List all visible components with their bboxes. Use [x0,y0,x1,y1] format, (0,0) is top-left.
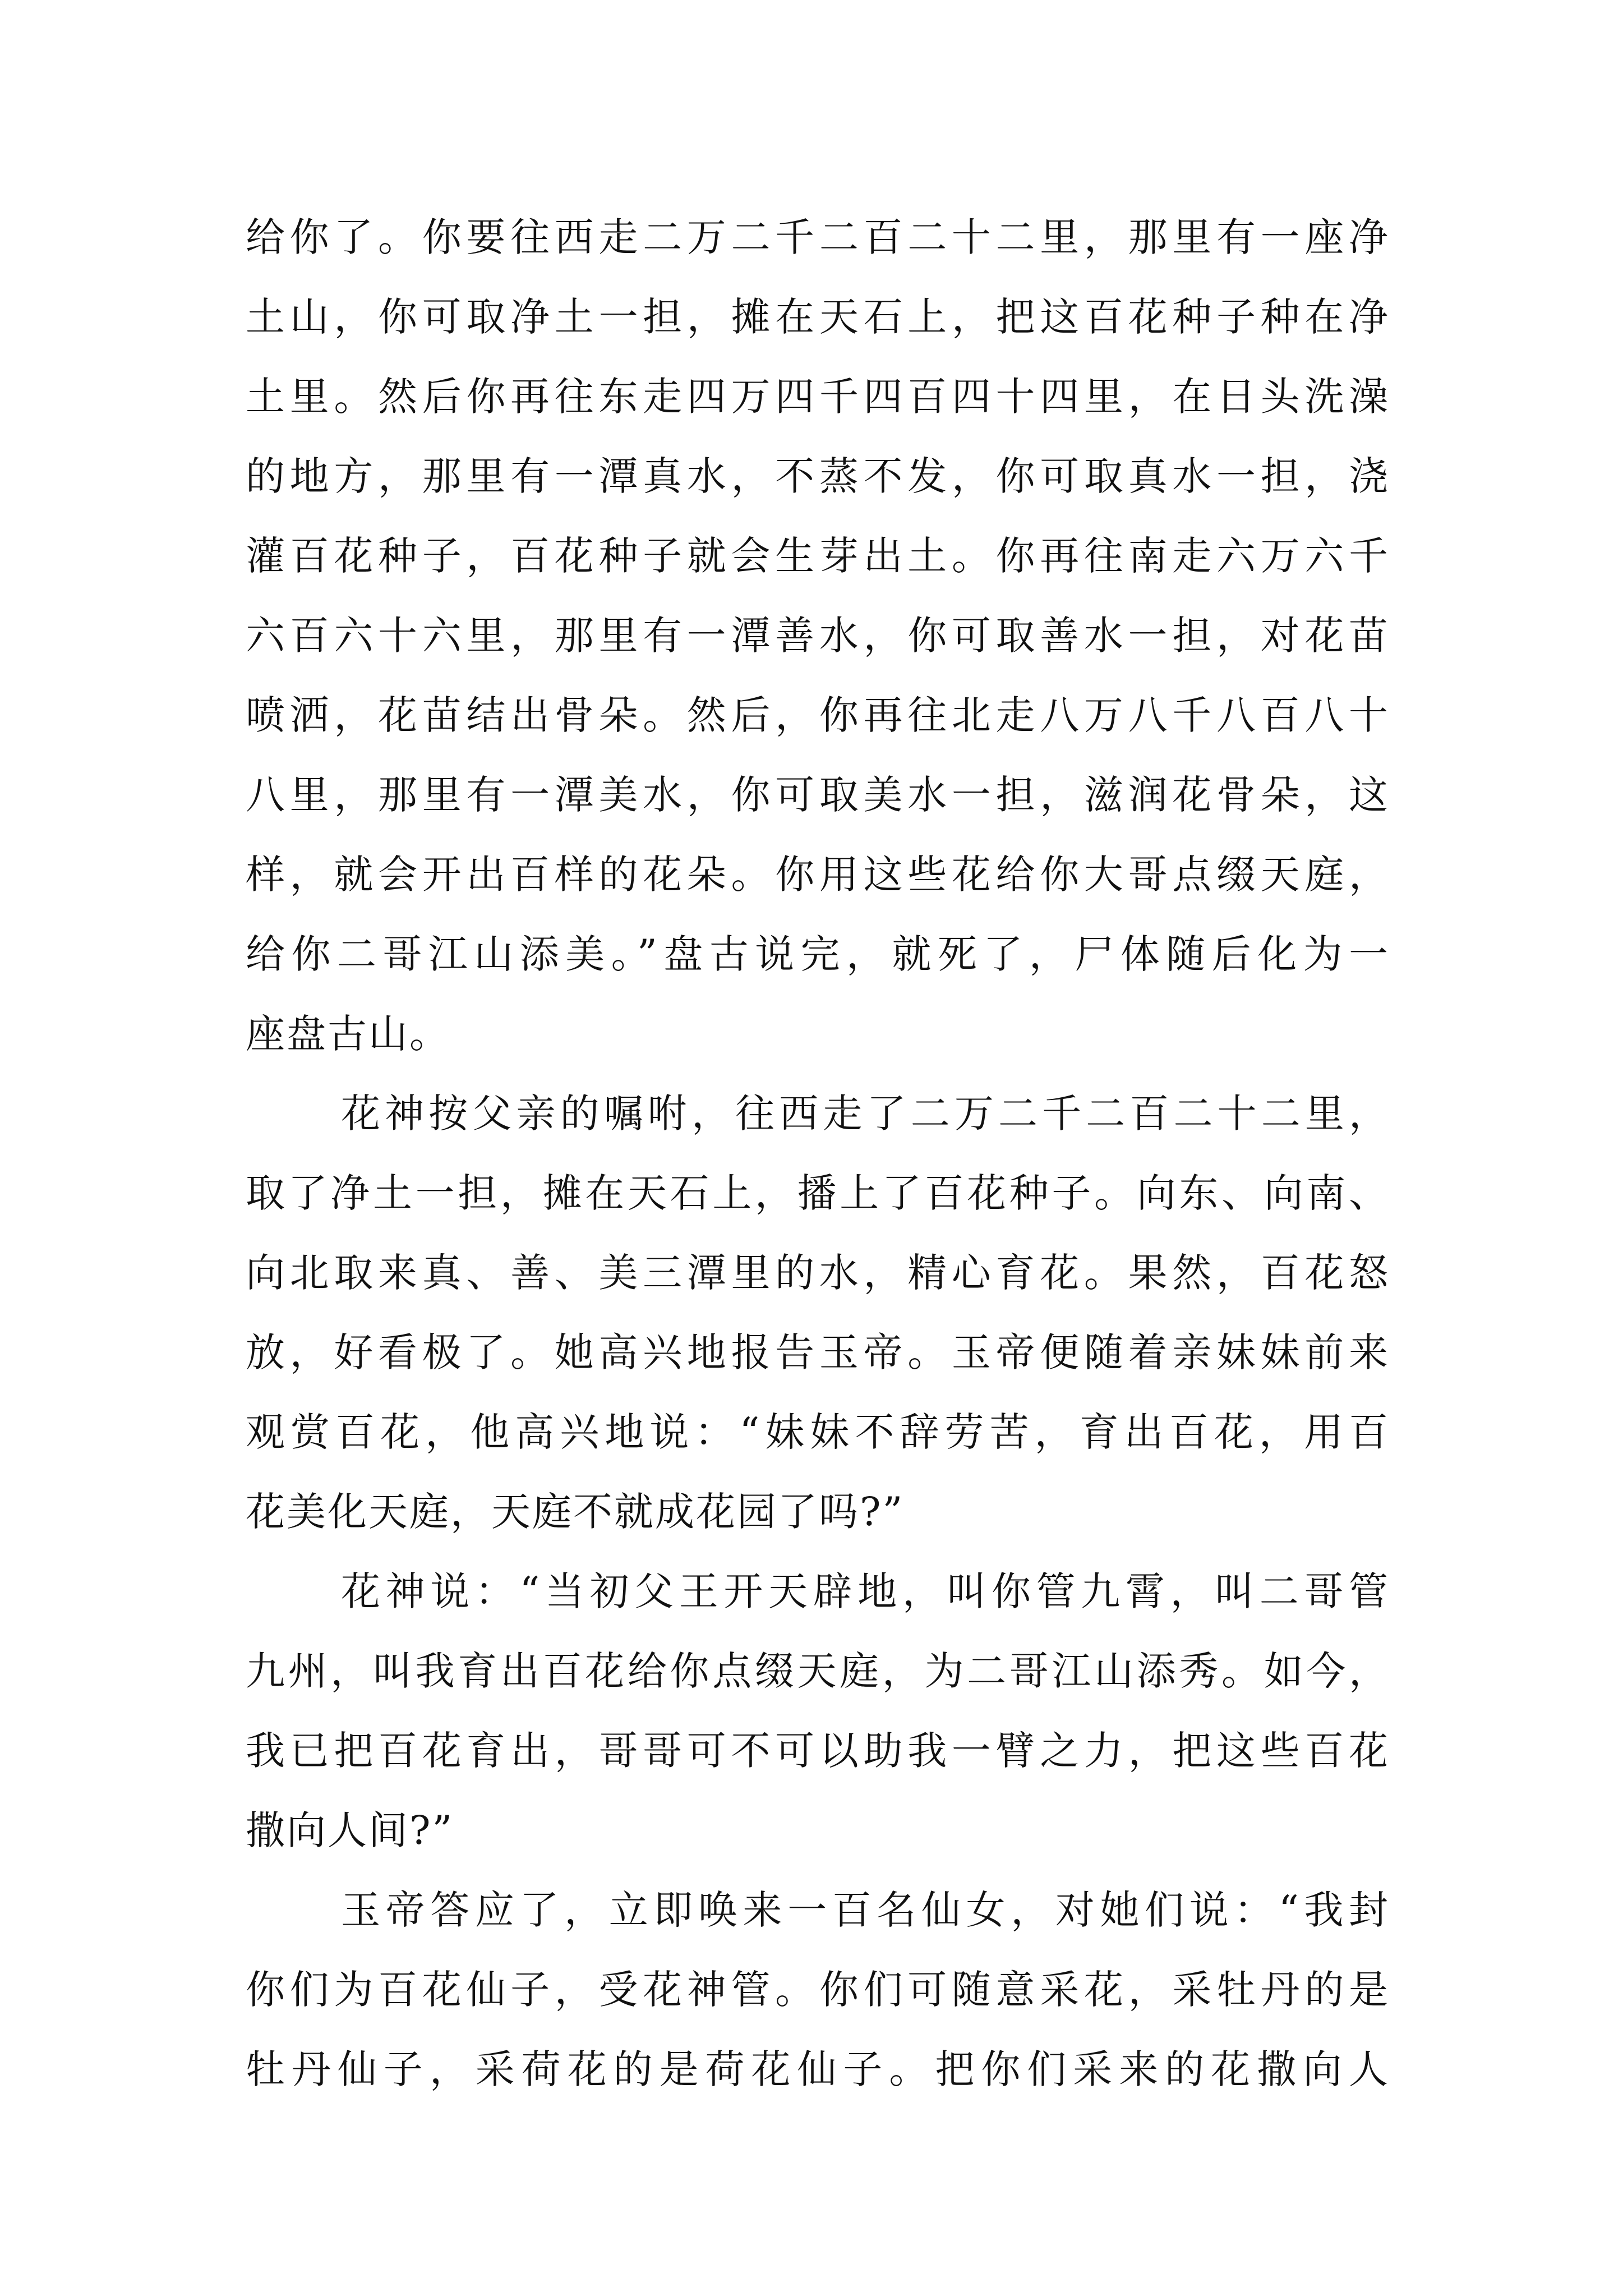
text-line: 土里。然后你再往东走四万四千四百四十四里，在日头洗澡 [246,374,1390,420]
text-line: 九州，叫我育出百花给你点缀天庭，为二哥江山添秀。如今， [246,1648,1390,1694]
text-line: 取了净土一担，摊在天石上，播上了百花种子。向东、向南、 [246,1170,1390,1216]
text-line: 花神说：“当初父王开天辟地，叫你管九霄，叫二哥管 [341,1568,1390,1614]
text-line: 玉帝答应了，立即唤来一百名仙女，对她们说：“我封 [341,1887,1390,1933]
text-line: 八里，那里有一潭美水，你可取美水一担，滋润花骨朵，这 [246,772,1390,818]
text-line: 放，好看极了。她高兴地报告玉帝。玉帝便随着亲妹妹前来 [246,1329,1390,1375]
text-line: 给你了。你要往西走二万二千二百二十二里，那里有一座净 [246,214,1390,260]
text-line: 花美化天庭，天庭不就成花园了吗?” [246,1489,905,1535]
text-line: 观赏百花，他高兴地说：“妹妹不辞劳苦，育出百花，用百 [246,1409,1390,1455]
text-line: 灌百花种子，百花种子就会生芽出土。你再往南走六万六千 [246,533,1390,579]
text-line: 撒向人间?” [246,1807,454,1853]
text-line: 的地方，那里有一潭真水，不蒸不发，你可取真水一担，浇 [246,453,1390,499]
paragraph-2 [246,1074,1390,1552]
text-line: 你们为百花仙子，受花神管。你们可随意采花，采牡丹的是 [246,1967,1390,2013]
text-line: 我已把百花育出，哥哥可不可以助我一臂之力，把这些百花 [246,1728,1390,1774]
text-line: 六百六十六里，那里有一潭善水，你可取善水一担，对花苗 [246,613,1390,659]
text-line: 座盘古山。 [246,1011,450,1057]
paragraph-1 [246,197,1390,1074]
text-line: 土山，你可取净土一担，摊在天石上，把这百花种子种在净 [246,294,1390,340]
text-line: 给你二哥江山添美。”盘古说完，就死了，尸体随后化为一 [246,931,1390,977]
body-text [246,197,1390,2109]
text-line: 向北取来真、善、美三潭里的水，精心育花。果然，百花怒 [246,1250,1390,1296]
text-line: 样，就会开出百样的花朵。你用这些花给你大哥点缀天庭， [246,852,1390,898]
paragraph-4 [246,1870,1390,2109]
text-line: 花神按父亲的嘱咐，往西走了二万二千二百二十二里， [341,1091,1390,1137]
text-line: 牡丹仙子，采荷花的是荷花仙子。把你们采来的花撒向人 [246,2046,1390,2092]
text-line: 喷洒，花苗结出骨朵。然后，你再往北走八万八千八百八十 [246,692,1390,738]
paragraph-3 [246,1552,1390,1870]
